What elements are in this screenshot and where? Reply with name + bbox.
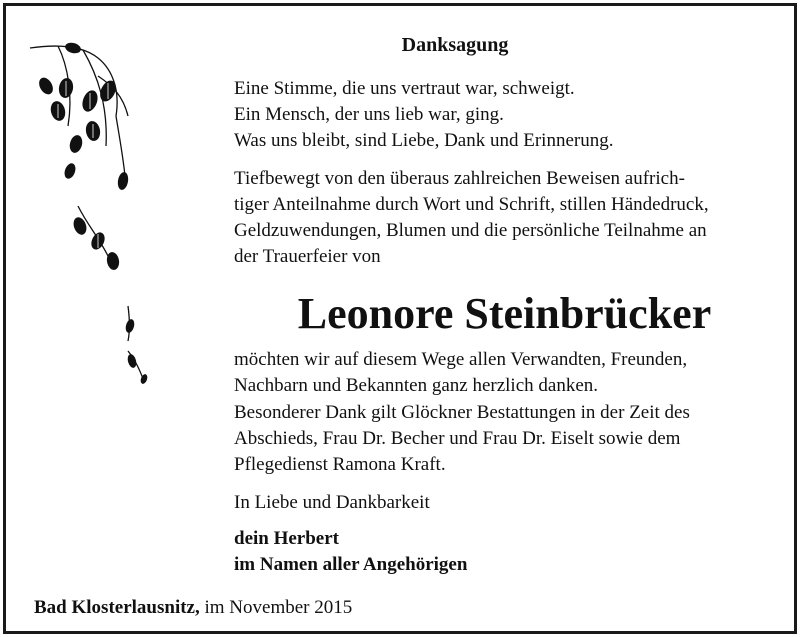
paragraph-line: Geldzuwendungen, Blumen und die persönliche Teilnahme an xyxy=(234,220,707,241)
paragraph-line: der Trauerfeier von xyxy=(234,246,381,267)
paragraph-line: Nachbarn und Bekannten ganz herzlich danken. xyxy=(234,375,599,396)
deceased-name: Leonore Steinbrücker xyxy=(297,289,712,338)
signature-line: im Namen aller Angehörigen xyxy=(234,554,468,575)
poem-line: Eine Stimme, die uns vertraut war, schweigt. xyxy=(234,78,575,99)
paragraph-line: Pflegedienst Ramona Kraft. xyxy=(234,454,446,475)
signature xyxy=(234,526,467,578)
poem-line: Was uns bleibt, sind Liebe, Dank und Erinnerung. xyxy=(234,130,614,151)
place: Bad Klosterlausnitz, xyxy=(34,597,200,618)
paragraph-line: Tiefbewegt von den überaus zahlreichen Beweisen aufrich- xyxy=(234,168,685,189)
thanks-paragraph-2 xyxy=(234,347,775,399)
obituary-notice xyxy=(3,3,797,634)
notice-heading: Danksagung xyxy=(401,34,509,56)
paragraph-line: Besonderer Dank gilt Glöckner Bestattungen in der Zeit des xyxy=(234,402,690,423)
paragraph-line: tiger Anteilnahme durch Wort und Schrift, stillen Händedruck, xyxy=(234,194,709,215)
signature-line: dein Herbert xyxy=(234,528,340,549)
poem-line: Ein Mensch, der uns lieb war, ging. xyxy=(234,104,504,125)
birch-branch-leaves-icon xyxy=(28,36,168,396)
thanks-paragraph xyxy=(234,166,775,270)
place-and-date xyxy=(34,595,352,621)
paragraph-line: Abschieds, Frau Dr. Becher und Frau Dr. Eiselt sowie dem xyxy=(234,428,681,449)
poem xyxy=(234,76,613,154)
paragraph-line: möchten wir auf diesem Wege allen Verwandten, Freunden, xyxy=(234,349,688,370)
date: im November 2015 xyxy=(199,597,353,618)
closing-phrase: In Liebe und Dankbarkeit xyxy=(234,492,430,513)
special-thanks-paragraph xyxy=(234,400,775,478)
